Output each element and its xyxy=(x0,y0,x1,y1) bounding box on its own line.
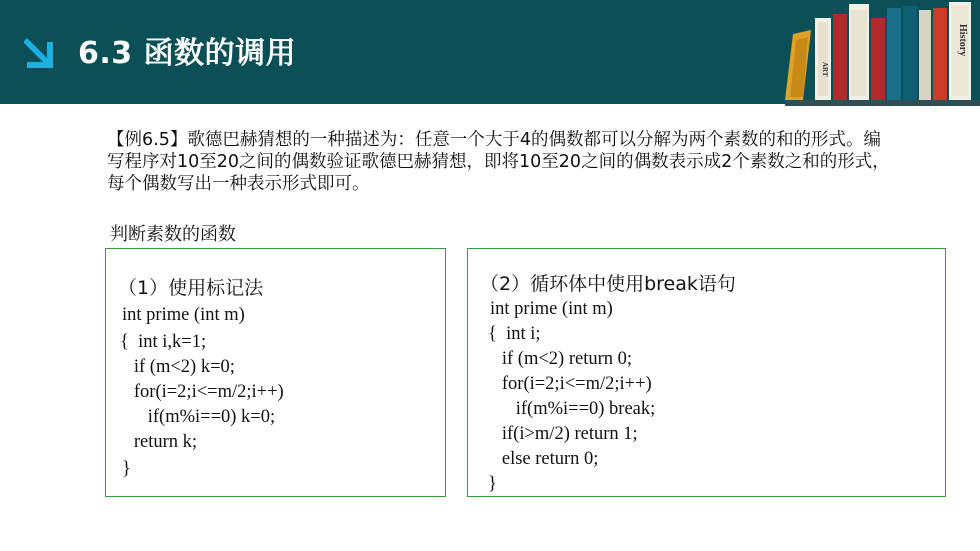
code-line: } xyxy=(122,459,131,479)
bookshelf-icon xyxy=(785,0,980,112)
arrow-down-right-icon xyxy=(24,32,58,72)
code-line: int prime (int m) xyxy=(490,299,613,319)
code-line: for(i=2;i<=m/2;i++) xyxy=(120,382,284,402)
code-line: return k; xyxy=(120,432,198,452)
code-line: for(i=2;i<=m/2;i++) xyxy=(488,374,652,394)
code-line: { int i,k=1; xyxy=(120,332,207,352)
slide-title: 6.3 函数的调用 xyxy=(78,36,297,71)
code-box-flag-method xyxy=(105,248,446,497)
book-spine-art: ART xyxy=(821,62,829,77)
code-line: { int i; xyxy=(488,324,541,344)
example-description: 【例6.5】歌德巴赫猜想的一种描述为：任意一个大于4的偶数都可以分解为两个素数的和的形式。编写程序对10至20之间的偶数验证歌德巴赫猜想，即将10至20之间的偶数表示成2个素数之和的形式，每个偶数写出一种表示形式即可。 xyxy=(107,130,890,194)
code-box-break-method xyxy=(467,248,946,497)
code-line: if(m%i==0) k=0; xyxy=(120,407,276,427)
code-line: if (m<2) return 0; xyxy=(488,349,633,369)
code-line: } xyxy=(488,474,497,494)
code-line: int prime (int m) xyxy=(122,305,245,325)
method-1-title: （1）使用标记法 xyxy=(118,277,264,299)
code-line: else return 0; xyxy=(488,449,599,469)
slide-header xyxy=(0,0,980,104)
method-2-title: （2）循环体中使用break语句 xyxy=(480,273,736,295)
section-subheading: 判断素数的函数 xyxy=(110,224,236,245)
code-line: if(i>m/2) return 1; xyxy=(488,424,638,444)
code-line: if (m<2) k=0; xyxy=(120,357,235,377)
code-line: if(m%i==0) break; xyxy=(488,399,656,419)
book-spine-history: History xyxy=(957,24,968,57)
